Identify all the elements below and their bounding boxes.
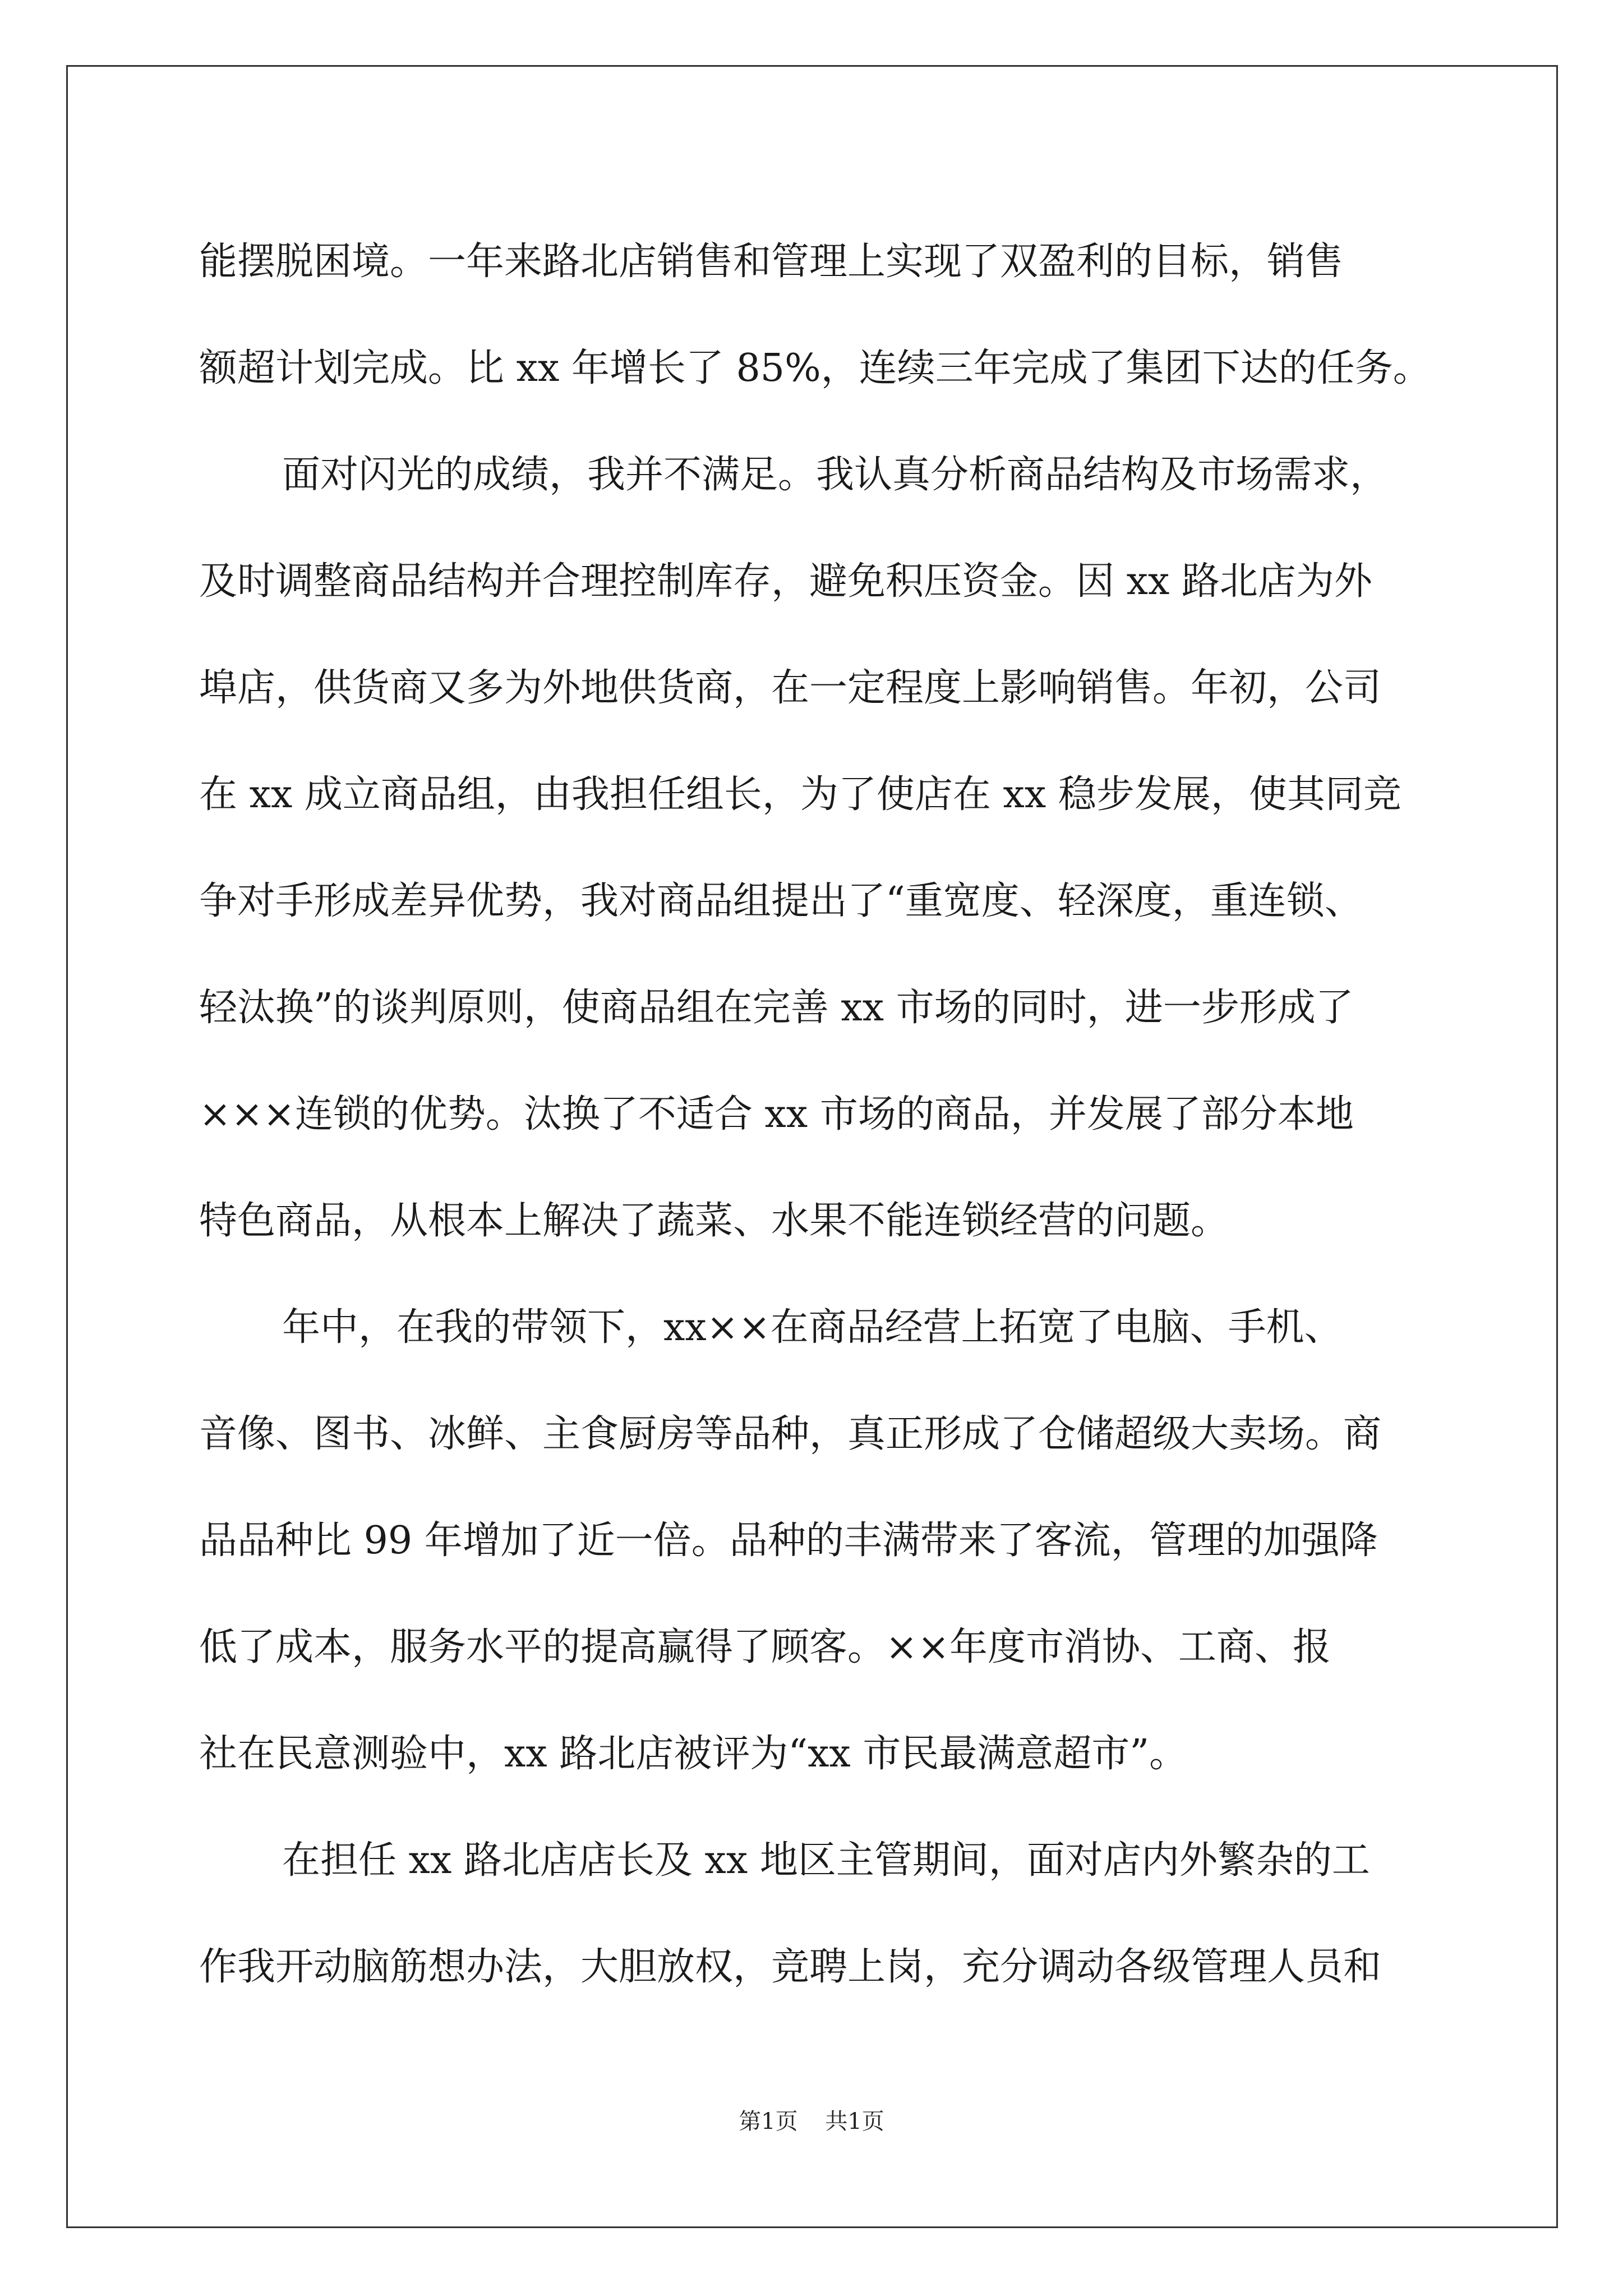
- text-line: 作我开动脑筋想办法，大胆放权，竞聘上岗，充分调动各级管理人员和: [199, 1945, 1382, 1989]
- text-line: 音像、图书、冰鲜、主食厨房等品种，真正形成了仓储超级大卖场。商: [199, 1412, 1382, 1456]
- paragraph-start-line: 面对闪光的成绩，我并不满足。我认真分析商品结构及市场需求，: [282, 453, 1389, 497]
- text-line: 额超计划完成。比 xx 年增长了 85%，连续三年完成了集团下达的任务。: [199, 346, 1431, 390]
- text-line: ×××连锁的优势。汰换了不适合 xx 市场的商品，并发展了部分本地: [199, 1092, 1354, 1137]
- paragraph-start-line: 年中，在我的带领下，xx××在商品经营上拓宽了电脑、手机、: [282, 1305, 1343, 1350]
- text-line: 争对手形成差异优势，我对商品组提出了“重宽度、轻深度，重连锁、: [199, 879, 1363, 923]
- page-footer: [0, 2104, 1623, 2136]
- text-line: 及时调整商品结构并合理控制库存，避免积压资金。因 xx 路北店为外: [199, 559, 1372, 604]
- document-body: [199, 209, 1433, 2021]
- text-line: 低了成本，服务水平的提高赢得了顾客。××年度市消协、工商、报: [199, 1625, 1331, 1669]
- page-number: 第1页: [739, 2109, 798, 2134]
- text-line: 特色商品，从根本上解决了蔬菜、水果不能连锁经营的问题。: [199, 1199, 1229, 1243]
- page-total: 共1页: [825, 2109, 884, 2134]
- text-line: 轻汰换”的谈判原则，使商品组在完善 xx 市场的同时，进一步形成了: [199, 986, 1354, 1030]
- text-line: 社在民意测验中，xx 路北店被评为“xx 市民最满意超市”。: [199, 1732, 1188, 1776]
- text-line: 品品种比 99 年增加了近一倍。品种的丰满带来了客流，管理的加强降: [199, 1519, 1378, 1563]
- paragraph-start-line: 在担任 xx 路北店店长及 xx 地区主管期间，面对店内外繁杂的工: [282, 1838, 1370, 1883]
- text-line: 埠店，供货商又多为外地供货商，在一定程度上影响销售。年初，公司: [199, 666, 1382, 710]
- text-line: 在 xx 成立商品组，由我担任组长，为了使店在 xx 稳步发展，使其同竞: [199, 772, 1401, 817]
- text-line: 能摆脱困境。一年来路北店销售和管理上实现了双盈利的目标，销售: [199, 240, 1344, 284]
